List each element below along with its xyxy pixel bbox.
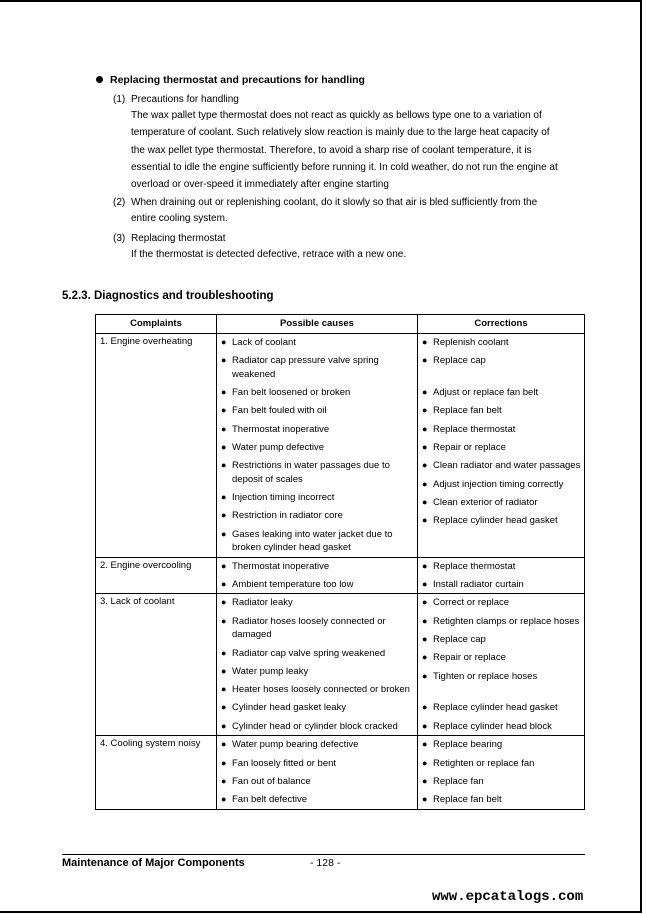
bullet-icon: ● (221, 647, 227, 658)
list-item (221, 459, 414, 486)
list-item (221, 441, 414, 455)
list-item (422, 757, 581, 771)
numbered-item-1 (113, 93, 239, 106)
list-item (422, 386, 581, 400)
cause-text: Water pump defective (232, 441, 325, 453)
table-header-row (96, 315, 585, 334)
header-possible-causes: Possible causes (217, 315, 418, 334)
list-item (422, 615, 581, 629)
bullet-icon: ● (422, 387, 428, 398)
list-item (422, 441, 581, 455)
correction-text: Adjust or replace fan belt (433, 387, 539, 399)
subsection-heading: 5.2.3. Diagnostics and troubleshooting (62, 290, 274, 302)
bullet-icon: ● (221, 720, 227, 731)
list-item (221, 404, 414, 418)
cause-text: Restrictions in water passages due to deposit of scales (232, 460, 390, 485)
bullet-icon: ● (221, 355, 227, 366)
bullet-icon: ● (221, 441, 227, 452)
correction-text: Replace cylinder head gasket (433, 702, 558, 714)
correction-text: Replace fan (433, 775, 484, 787)
list-item (422, 651, 581, 665)
bullet-icon: ● (221, 684, 227, 695)
list-item (422, 496, 581, 510)
cause-text: Lack of coolant (232, 337, 296, 348)
bullet-icon: ● (221, 794, 227, 805)
bullet-icon: ● (221, 510, 227, 521)
complaint-cell: 2. Engine overcooling (96, 557, 217, 594)
correction-text: Replace fan belt (433, 405, 502, 417)
paragraph-line: The wax pallet type thermostat does not react as quickly as bellows type one to a variation of (131, 110, 542, 121)
paragraph-replacing (131, 246, 591, 263)
list-item (221, 491, 414, 505)
corrections-cell (418, 557, 585, 594)
bullet-icon: ● (221, 460, 227, 471)
table-row (96, 594, 585, 736)
bullet-icon: ● (422, 597, 428, 608)
cause-text: Radiator hoses loosely connected or damaged (232, 615, 386, 641)
bullet-icon: ● (221, 665, 227, 676)
causes-cell (217, 557, 418, 594)
causes-cell (217, 736, 418, 809)
bullet-icon: ● (422, 441, 428, 452)
header-corrections: Corrections (418, 315, 585, 334)
item-label: When draining out or replenishing coolant, do it slowly so that air is bled sufficiently from the (131, 197, 538, 208)
causes-cell (217, 334, 418, 558)
bullet-icon: ● (221, 597, 227, 608)
bullet-icon: ● (422, 634, 428, 645)
list-item (422, 738, 581, 752)
list-item (422, 560, 581, 574)
list-item (221, 528, 414, 555)
list-item (422, 578, 581, 592)
paragraph-line: overload or over-speed it immediately after engine starting (131, 179, 389, 191)
bullet-icon: ● (221, 528, 227, 539)
correction-text: Install radiator curtain (433, 578, 524, 590)
correction-text: Replace cylinder head gasket (433, 515, 558, 527)
list-item (221, 647, 414, 661)
list-item (422, 670, 581, 697)
footer-rule (62, 854, 585, 855)
bullet-icon: ● (221, 387, 227, 398)
list-item (422, 701, 581, 715)
cause-text: Fan belt fouled with oil (232, 405, 327, 417)
list-item (422, 459, 581, 473)
bullet-icon: ● (221, 775, 227, 786)
list-item (221, 738, 414, 752)
bullet-icon: ● (221, 615, 227, 626)
cause-text: Water pump bearing defective (232, 739, 359, 751)
cause-text: Radiator leaky (232, 597, 293, 609)
paragraph-precautions (131, 107, 591, 193)
correction-text: Repair or replace (433, 441, 506, 453)
list-item (221, 665, 414, 679)
bullet-icon: ● (221, 578, 227, 589)
correction-text: Replace thermostat (433, 560, 516, 572)
paragraph-line: essential to idle the engine sufficiently before running it. In cold weather, do not run the engine at (131, 161, 558, 173)
cause-text: Fan belt loosened or broken (232, 387, 351, 399)
table-row (96, 557, 585, 594)
list-item (422, 720, 581, 734)
list-item (221, 793, 414, 807)
bullet-icon (96, 76, 103, 83)
bullet-icon: ● (221, 423, 227, 434)
bullet-icon: ● (422, 757, 428, 768)
list-item (221, 578, 414, 592)
list-item (221, 757, 414, 771)
bullet-icon: ● (422, 515, 428, 526)
list-item (221, 596, 414, 610)
list-item (422, 514, 581, 528)
correction-text: Correct or replace (433, 597, 510, 609)
page-right-border (640, 0, 642, 911)
bullet-icon: ● (422, 775, 428, 786)
bullet-icon: ● (221, 405, 227, 416)
list-item (221, 423, 414, 437)
cause-text: Fan loosely fitted or bent (232, 757, 337, 769)
cause-text: Thermostat inoperative (232, 423, 330, 435)
bullet-icon: ● (221, 739, 227, 750)
list-item (422, 793, 581, 807)
list-item (422, 633, 581, 647)
corrections-cell (418, 594, 585, 736)
paragraph-line: If the thermostat is detected defective, retrace with a new one. (131, 249, 407, 260)
bullet-icon: ● (422, 355, 428, 366)
item-number: (1) (113, 94, 126, 105)
numbered-item-3 (113, 232, 226, 245)
paragraph-line: entire cooling system. (131, 213, 228, 224)
correction-text: Clean exterior of radiator (433, 496, 538, 508)
section-heading: Replacing thermostat and precautions for handling (110, 74, 365, 86)
list-item (221, 560, 414, 574)
list-item (422, 423, 581, 437)
list-item (221, 720, 414, 734)
bullet-icon: ● (422, 670, 428, 681)
bullet-icon: ● (422, 739, 428, 750)
cause-text: Thermostat inoperative (232, 560, 330, 572)
footer-title: Maintenance of Major Components (62, 857, 245, 869)
bullet-icon: ● (422, 615, 428, 626)
cause-text: Fan out of balance (232, 775, 311, 787)
correction-text: Replenish coolant (433, 337, 509, 348)
bullet-icon: ● (221, 560, 227, 571)
complaint-cell: 3. Lack of coolant (96, 594, 217, 736)
complaint-cell: 4. Cooling system noisy (96, 736, 217, 809)
correction-text: Replace fan belt (433, 794, 502, 806)
bullet-icon: ● (422, 478, 428, 489)
bullet-icon: ● (422, 652, 428, 663)
bullet-icon: ● (422, 702, 428, 713)
correction-text: Replace bearing (433, 739, 503, 751)
correction-text: Replace cap (433, 355, 486, 367)
numbered-item-2 (113, 196, 537, 209)
cause-text: Cylinder head gasket leaky (232, 702, 347, 714)
page-bottom-border (0, 911, 642, 913)
cause-text: Heater hoses loosely connected or broken (232, 684, 410, 696)
causes-cell (217, 594, 418, 736)
list-item (221, 775, 414, 789)
list-item (221, 386, 414, 400)
bullet-icon: ● (221, 757, 227, 768)
bullet-icon: ● (422, 578, 428, 589)
cause-text: Cylinder head or cylinder block cracked (232, 720, 398, 732)
list-item (221, 354, 414, 381)
list-item (221, 683, 414, 697)
bullet-icon: ● (221, 492, 227, 503)
correction-text: Retighten or replace fan (433, 757, 535, 769)
table-row (96, 736, 585, 809)
page-top-border (0, 0, 640, 2)
correction-text: Repair or replace (433, 652, 506, 664)
list-item (422, 775, 581, 789)
corrections-cell (418, 736, 585, 809)
table-row (96, 334, 585, 558)
cause-text: Water pump leaky (232, 665, 309, 677)
troubleshooting-table (95, 314, 585, 810)
cause-text: Radiator cap pressure valve spring weakened (232, 355, 379, 380)
cause-text: Radiator cap valve spring weakened (232, 647, 386, 659)
bullet-icon: ● (422, 337, 428, 347)
bullet-icon: ● (422, 560, 428, 571)
watermark-url: www.epcatalogs.com (432, 889, 584, 905)
paragraph-draining (131, 210, 591, 227)
list-item (422, 596, 581, 610)
list-item (221, 615, 414, 642)
bullet-icon: ● (422, 720, 428, 731)
item-label: Replacing thermostat (131, 233, 226, 244)
correction-text: Replace thermostat (433, 423, 516, 435)
header-complaints: Complaints (96, 315, 217, 334)
bullet-icon: ● (422, 423, 428, 434)
cause-text: Restriction in radiator core (232, 510, 343, 522)
page-number: - 128 - (310, 857, 341, 869)
list-item (221, 336, 414, 350)
list-item (221, 701, 414, 715)
complaint-cell: 1. Engine overheating (96, 334, 217, 558)
cause-text: Fan belt defective (232, 794, 307, 806)
correction-text: Clean radiator and water passages (433, 460, 581, 472)
cause-text: Injection timing incorrect (232, 492, 335, 504)
item-number: (2) (113, 197, 126, 208)
correction-text: Adjust injection timing correctly (433, 478, 564, 490)
correction-text: Tighten or replace hoses (433, 670, 538, 682)
cause-text: Ambient temperature too low (232, 578, 354, 590)
paragraph-line: temperature of coolant. Such relatively slow reaction is mainly due to the large heat capacity of (131, 127, 550, 139)
correction-text: Replace cap (433, 634, 486, 646)
bullet-icon: ● (422, 794, 428, 805)
bullet-icon: ● (221, 702, 227, 713)
list-item (422, 404, 581, 418)
cause-text: Gases leaking into water jacket due to broken cylinder head gasket (232, 528, 393, 554)
list-item (221, 509, 414, 523)
bullet-icon: ● (422, 405, 428, 416)
bullet-icon: ● (221, 337, 227, 347)
paragraph-line: the wax pellet type thermostat. Therefore, to avoid a sharp rise of coolant temperature, it is (131, 144, 532, 156)
list-item (422, 478, 581, 492)
correction-text: Replace cylinder head block (433, 720, 552, 732)
bullet-icon: ● (422, 460, 428, 471)
corrections-cell (418, 334, 585, 558)
item-number: (3) (113, 233, 126, 244)
item-label: Precautions for handling (131, 94, 239, 105)
bullet-icon: ● (422, 496, 428, 507)
correction-text: Retighten clamps or replace hoses (433, 615, 580, 627)
list-item (422, 336, 581, 350)
list-item (422, 354, 581, 381)
